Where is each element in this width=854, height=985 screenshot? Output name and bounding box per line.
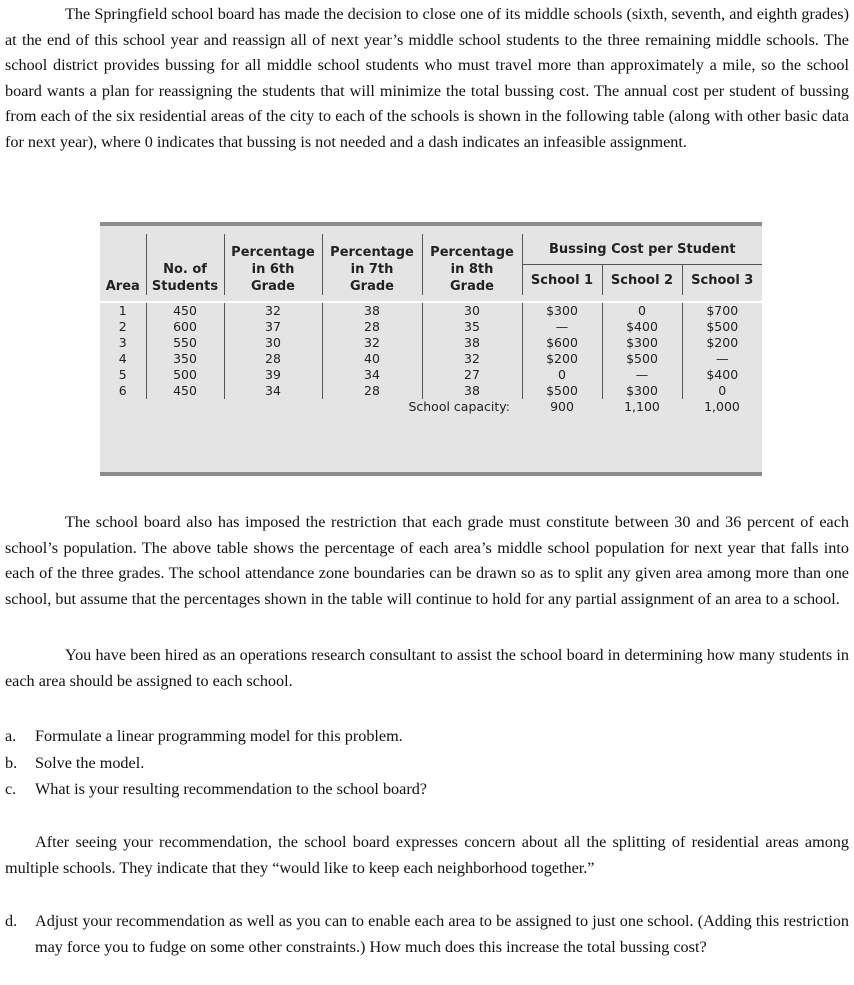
cell-pct-7th: 40 [322,351,422,367]
table-row [100,319,762,335]
cell-students: 600 [146,319,224,335]
table-top-rule [100,222,762,226]
cell-cost-school-1: $600 [522,335,602,351]
cell-cost-school-1: $200 [522,351,602,367]
cell-cost-school-3: $500 [682,319,762,335]
cell-cost-school-3: $400 [682,367,762,383]
intro-paragraph: The Springfield school board has made the decision to close one of its middle schools (sixth, seventh, and eighth grades) at the end of this school year and reassign all of next year’s middle school students to the three remaining middle schools. The school district provides bussing for all middle school students who must travel more than approximately a mile, so the school board wants a plan for reassigning the students that will minimize the total bussing cost. The annual cost per student of bussing from each of the six residential areas of the city to each of the schools is shown in the following table (along with other basic data for next year), where 0 indicates that bussing is not needed and a dash indicates an infeasible assignment. [5,5,849,151]
cell-pct-8th: 38 [422,383,522,399]
question-c [5,777,849,803]
cell-area: 5 [118,367,127,382]
header-area: Area [105,279,140,294]
cell-area: 4 [118,351,127,366]
table-row [100,351,762,367]
header-school-2: School 2 [602,265,682,296]
question-d-text: Adjust your recommendation as well as you can to enable each area to be assigned to just one school. (Adding this restriction may force you to fudge on some other constraints.) How much does this increase the total bussing cost? [35,912,849,956]
cell-cost-school-3: 0 [682,383,762,399]
paragraph-consultant: You have been hired as an operations research consultant to assist the school board in determining how many students in each area should be assigned to each school. [5,646,849,690]
cell-area: 6 [118,383,127,398]
capacity-school-2: 1,100 [624,399,660,414]
question-b-mark: b. [5,754,18,772]
cell-cost-school-3: $200 [682,335,762,351]
cell-area: 2 [118,319,127,334]
cell-area: 1 [118,303,127,318]
header-students: No. of Students [146,234,224,295]
bussing-table-figure [100,222,762,476]
cell-cost-school-1: 0 [522,367,602,383]
header-pct-7th: Percentage in 7th Grade [322,234,422,295]
cell-area: 3 [118,335,127,350]
question-a-text: Formulate a linear programming model for this problem. [35,727,403,745]
cell-pct-8th: 27 [422,367,522,383]
bussing-table [100,234,762,415]
cell-cost-school-2: $300 [602,335,682,351]
cell-cost-school-2: $300 [602,383,682,399]
paragraph-constraints: The school board also has imposed the restriction that each grade must constitute between 30 and 36 percent of each school’s population. The above table shows the percentage of each area’s middle school population for next year that falls into each of the three grades. The school attendance zone boundaries can be drawn so as to split any given area among more than one school, but assume that the percentages shown in the table will continue to hold for any partial assignment of an area to a school. [5,513,849,608]
cell-pct-6th: 28 [224,351,322,367]
table-row [100,383,762,399]
cell-pct-8th: 38 [422,335,522,351]
question-a-mark: a. [5,727,17,745]
cell-cost-school-1: $300 [522,302,602,319]
capacity-row [100,399,762,415]
cell-pct-8th: 32 [422,351,522,367]
cell-pct-6th: 39 [224,367,322,383]
capacity-label: School capacity: [408,399,510,414]
table-body [100,295,762,415]
paragraph-board-concern: After seeing your recommendation, the school board expresses concern about all the splitting of residential areas among multiple schools. They indicate that they “would like to keep each neighborhood together.” [5,833,849,877]
cell-cost-school-2: 0 [602,302,682,319]
cell-pct-6th: 37 [224,319,322,335]
cell-pct-7th: 32 [322,335,422,351]
header-pct-8th: Percentage in 8th Grade [422,234,522,295]
cell-pct-6th: 32 [224,302,322,319]
cell-pct-7th: 38 [322,302,422,319]
cell-students: 350 [146,351,224,367]
cell-cost-school-1: $500 [522,383,602,399]
question-a [5,724,849,750]
table-row [100,367,762,383]
cell-pct-8th: 30 [422,302,522,319]
header-bussing-cost: Bussing Cost per Student [522,234,762,265]
question-d [5,909,849,960]
header-school-3: School 3 [682,265,762,296]
cell-pct-7th: 28 [322,319,422,335]
cell-students: 500 [146,367,224,383]
question-c-mark: c. [5,780,17,798]
cell-cost-school-3: — [682,351,762,367]
cell-cost-school-1: — [522,319,602,335]
cell-cost-school-2: $500 [602,351,682,367]
cell-students: 450 [146,302,224,319]
table-row [100,302,762,319]
cell-students: 450 [146,383,224,399]
header-pct-6th: Percentage in 6th Grade [224,234,322,295]
capacity-school-3: 1,000 [704,399,740,414]
question-d-mark: d. [5,912,18,930]
cell-pct-8th: 35 [422,319,522,335]
cell-cost-school-2: $400 [602,319,682,335]
question-c-text: What is your resulting recommendation to the school board? [35,780,427,798]
cell-cost-school-2: — [602,367,682,383]
header-school-1: School 1 [522,265,602,296]
cell-students: 550 [146,335,224,351]
table-bottom-rule [100,472,762,476]
cell-cost-school-3: $700 [682,302,762,319]
cell-pct-7th: 28 [322,383,422,399]
cell-pct-6th: 34 [224,383,322,399]
question-b-text: Solve the model. [35,754,145,772]
question-b [5,751,849,777]
cell-pct-6th: 30 [224,335,322,351]
cell-pct-7th: 34 [322,367,422,383]
capacity-school-1: 900 [550,399,574,414]
table-row [100,335,762,351]
